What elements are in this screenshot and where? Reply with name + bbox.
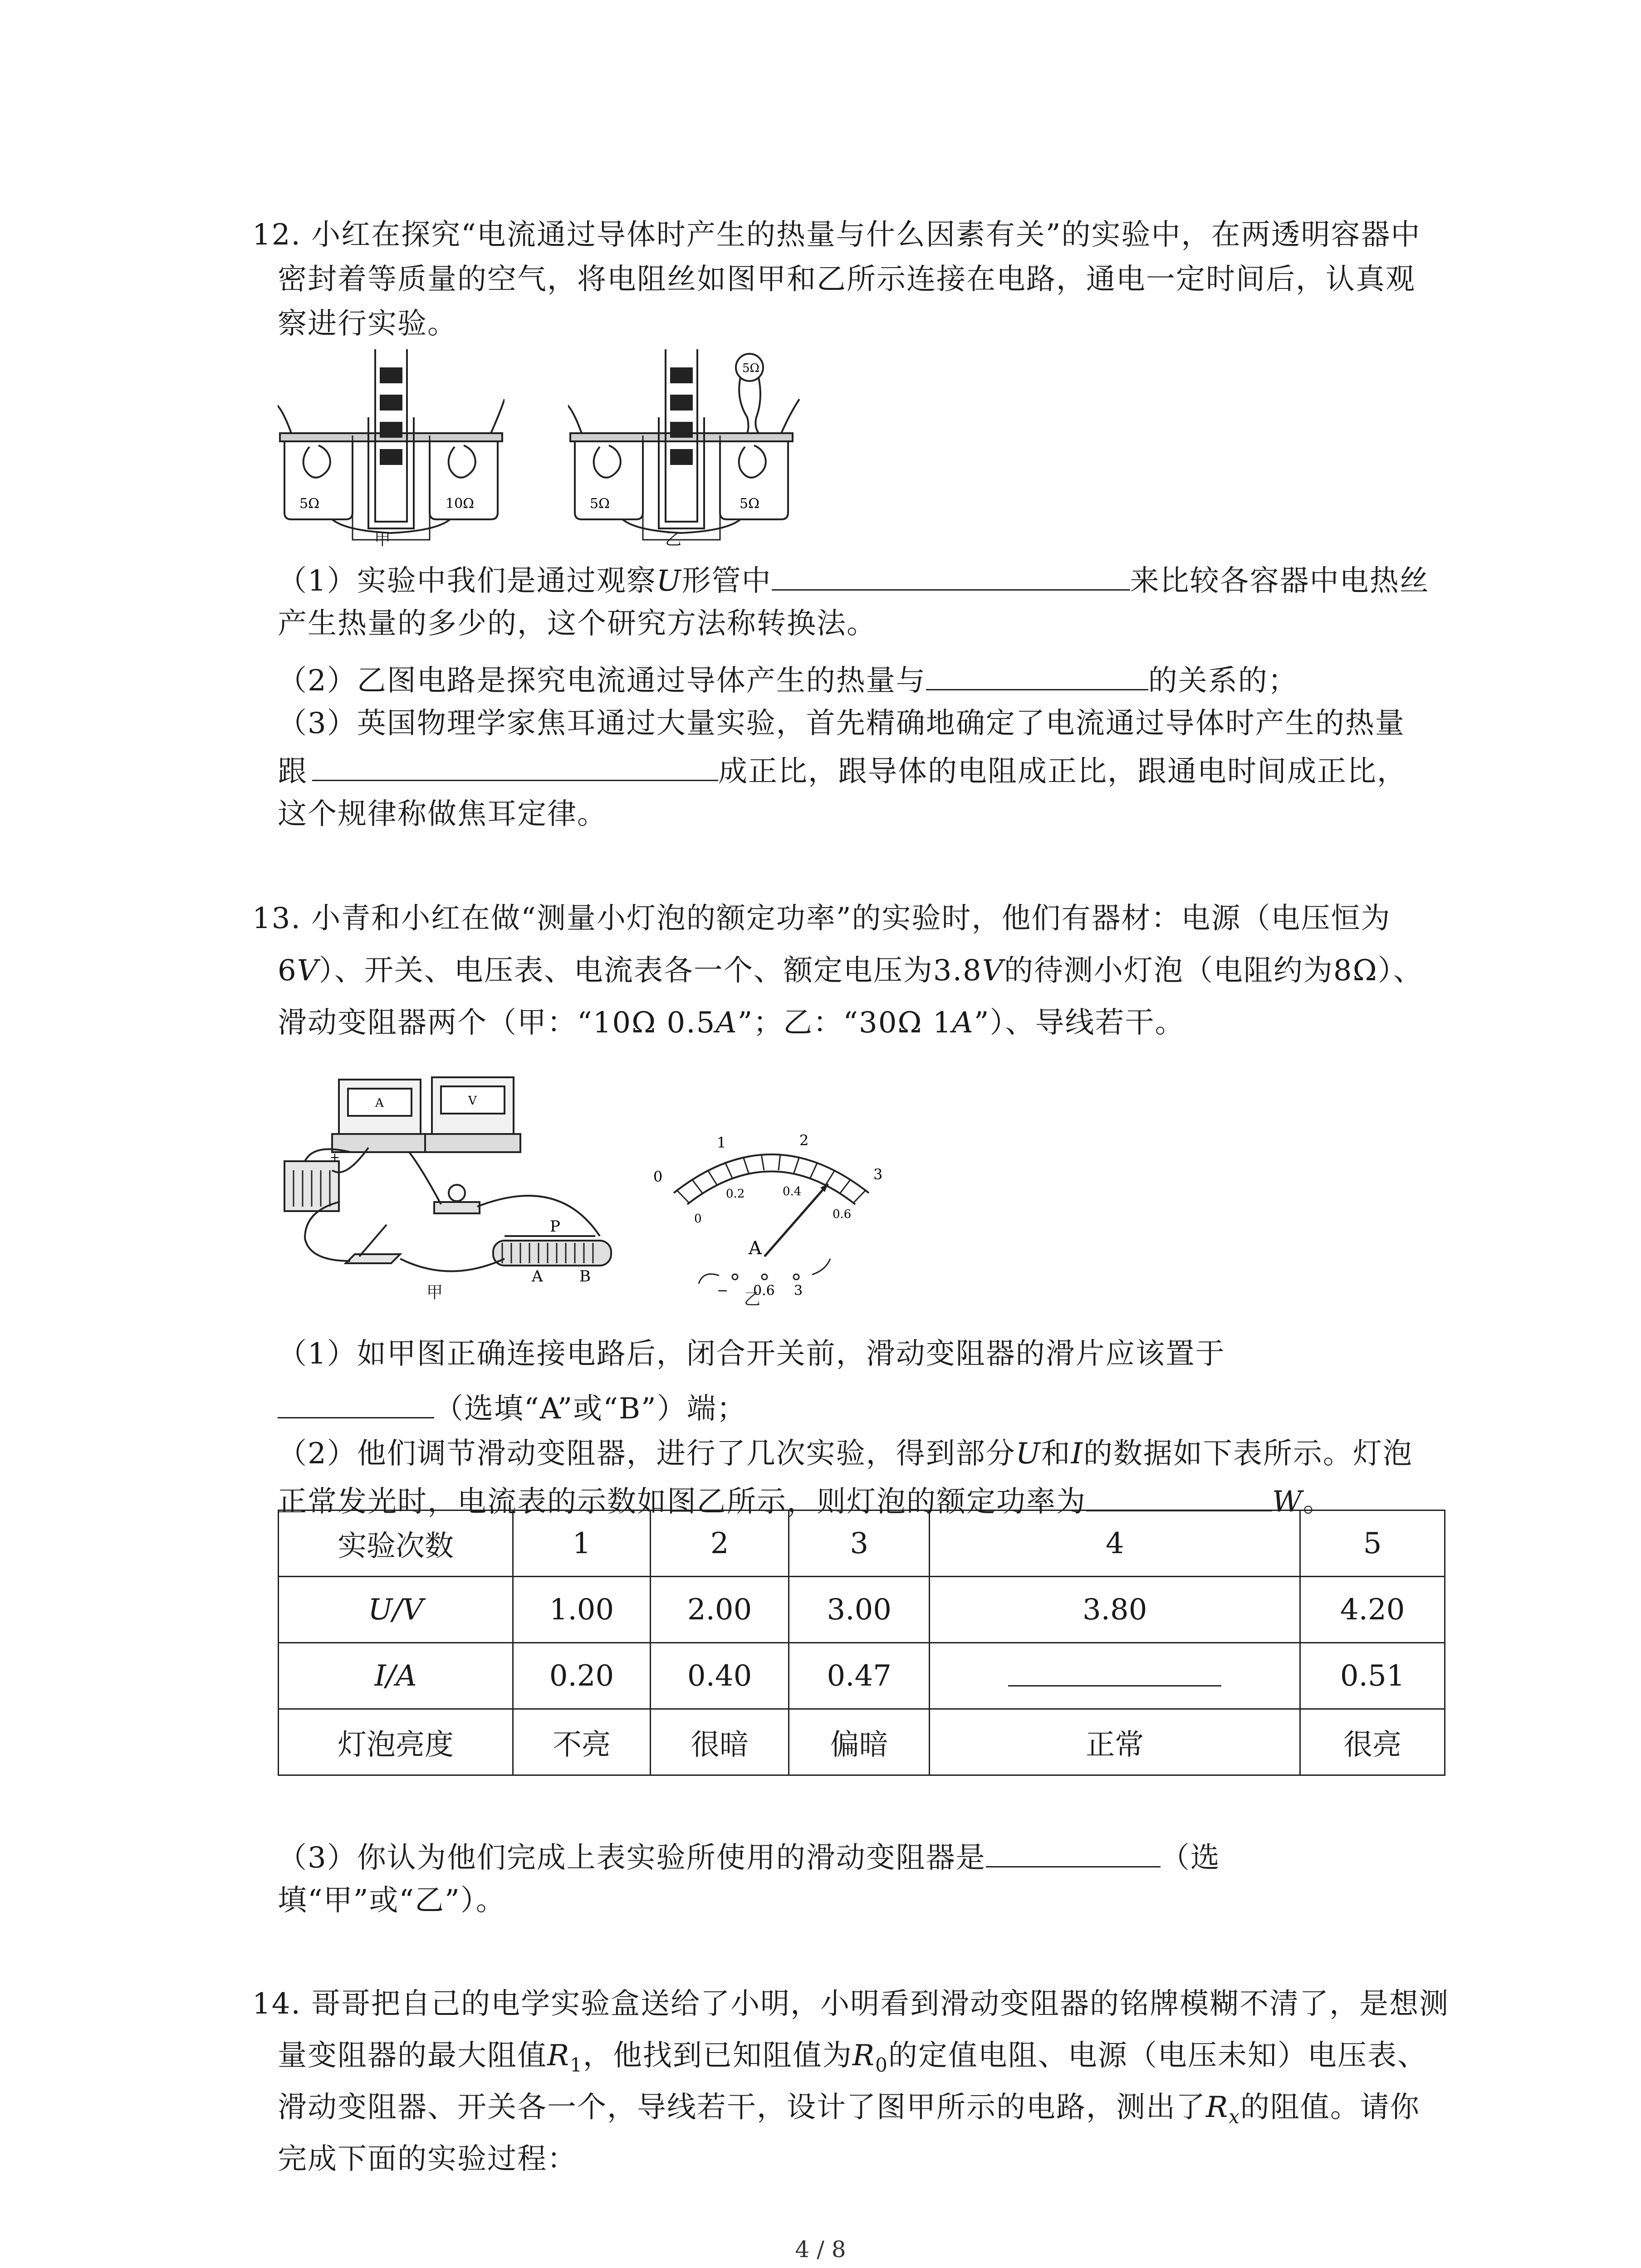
q12-intro-2: 密封着等质量的空气，将电阻丝如图甲和乙所示连接在电路，通电一定时间后，认真观 [278,263,1416,296]
q12-sub2 [278,655,1298,704]
q13-sub1-line2 [278,1383,747,1432]
q13-sub2-a: （2）他们调节滑动变阻器，进行了几次实验，得到部分 [278,1437,1016,1471]
table-header-cell: 5 [1300,1510,1445,1577]
q13-sub2-b: 的数据如下表所示。灯泡 [1083,1437,1413,1471]
table-cell: 正常 [930,1709,1300,1775]
table-cell: 0.40 [650,1643,789,1709]
q13-sub2-answer-blank[interactable] [1086,1476,1272,1511]
q12-intro-1: 小红在探究“电流通过导体时产生的热量与什么因素有关”的实验中，在两透明容器中 [311,218,1421,252]
table-header-cell: 4 [930,1510,1300,1577]
q13-voltmeter-label: V [468,1094,477,1108]
q13-sub3-a: （3）你认为他们完成上表实验所使用的滑动变阻器是 [278,1841,986,1875]
table-cell: 3.80 [930,1577,1300,1643]
q13-terminal-06: 0.6 [753,1283,775,1299]
q13-line-3 [278,1000,1185,1046]
table-cell: 很暗 [650,1709,789,1775]
q13-sub3-b: （选 [1160,1841,1220,1875]
q12-sub2-answer-blank[interactable] [926,655,1148,690]
q13-number: 13. [252,902,301,935]
q12-sub1-line2: 产生热量的多少的，这个研究方法称转换法。 [278,607,877,640]
q12-sub3-answer-blank[interactable] [312,746,718,781]
table-row [279,1577,1445,1643]
q13-slider-label: P [550,1217,560,1236]
q13-sub2-and: 和 [1041,1437,1071,1471]
q13-l2-d: V [982,954,1004,987]
table-header-cell: 3 [789,1510,930,1577]
table-cell-answer[interactable] [930,1643,1300,1709]
q14-l2-r0: R [852,2039,876,2072]
q13-sub2-end: 。 [1303,1485,1333,1519]
q13-inner-tick-2: 0.4 [783,1185,802,1198]
q14-l2-a: 量变阻器的最大阻值 [278,2039,547,2072]
q12-sub3-line3: 这个规律称做焦耳定律。 [278,797,607,831]
table-cell: 2.00 [650,1577,789,1643]
q13-figure-jia [278,1075,650,1288]
q13-terminal-minus: − [717,1283,729,1299]
q13-l2-b: V [297,954,319,987]
q13-current-answer-blank[interactable] [1008,1658,1221,1686]
q12-sub3-text-b: 成正比，跟导体的电阻成正比，跟通电时间成正比， [718,755,1407,788]
table-cell: 偏暗 [789,1709,930,1775]
q13-sub2-unit: W [1272,1485,1303,1519]
table-cell: 0.20 [513,1643,651,1709]
q13-figure-yi [644,1107,898,1302]
table-row [279,1643,1445,1709]
q13-outer-tick-1: 1 [717,1134,726,1151]
q12-yi-outer-resistor: 5Ω [742,362,760,375]
q13-jia-caption: 甲 [426,1283,444,1302]
table-cell: I/A [279,1643,513,1709]
q14-l2-b: ，他找到已知阻值为 [583,2039,852,2072]
q12-line-1 [252,212,1421,258]
q12-sub1-text-c: 来比较各容器中电热丝 [1130,564,1430,598]
q13-sub2-i: I [1071,1437,1083,1471]
q14-line-3 [278,2085,1420,2140]
q12-sub1-text-a: （1）实验中我们是通过观察 [278,564,656,598]
table-cell: 不亮 [513,1709,651,1775]
q13-terminal-b: B [579,1267,591,1286]
q13-sub3-answer-blank[interactable] [986,1833,1161,1867]
table-cell: 0.51 [1300,1643,1445,1709]
q13-sub3-line1 [278,1833,1220,1881]
q13-outer-tick-0: 0 [653,1168,663,1185]
q12-sub2-text-b: 的关系的； [1148,664,1298,698]
q12-jia-caption: 甲 [374,530,392,549]
q12-figure-yi [568,349,813,549]
q13-l3-a: 滑动变阻器两个（甲：“10Ω 0.5 [278,1006,716,1040]
q13-battery-plus: + [330,1151,340,1164]
table-cell: U/V [279,1577,513,1643]
q13-l2-c: ）、开关、电压表、电流表各一个、额定电压为3.8 [318,954,982,987]
q14-l2-sub1: 1 [570,2053,583,2076]
q13-outer-tick-3: 3 [873,1166,883,1183]
q12-sub1-u: U [656,564,682,598]
table-cell: 3.00 [789,1577,930,1643]
q14-line-2 [278,2033,1427,2088]
q14-l2-c: 的定值电阻、电源（电压未知）电压表、 [888,2039,1427,2072]
q13-l2-a: 6 [278,954,297,987]
q13-sub1-answer-blank[interactable] [278,1383,434,1418]
q12-sub1-answer-blank[interactable] [772,556,1130,591]
q12-jia-left-resistor: 5Ω [299,496,319,512]
q14-line-1 [252,1981,1449,2027]
q12-jia-right-resistor: 10Ω [446,496,475,512]
q13-sub2-line1 [278,1431,1413,1476]
table-header-cell: 1 [513,1510,651,1577]
q12-sub3-line2 [278,746,1407,794]
q13-l3-b: A [715,1006,738,1040]
q13-line-1 [252,896,1391,941]
q13-inner-tick-3: 0.6 [833,1207,852,1221]
table-header-cell: 实验次数 [279,1510,513,1577]
table-cell: 4.20 [1300,1577,1445,1643]
q12-intro-3: 察进行实验。 [278,307,457,341]
q14-l3-b: 的阻值。请你 [1240,2091,1420,2124]
q13-line-2 [278,948,1423,993]
q14-l2-sub0: 0 [875,2053,888,2076]
q13-l3-d: A [952,1006,974,1040]
q13-sub3-line2: 填“甲”或“乙”）。 [278,1884,506,1917]
q12-yi-right-resistor: 5Ω [740,496,759,512]
q13-yi-caption: 乙 [744,1290,762,1309]
q12-yi-left-resistor: 5Ω [590,496,610,512]
q13-sub1-text: （选填“A”或“B”）端； [434,1392,747,1426]
q14-l3-r: R [1206,2091,1229,2124]
q12-sub2-text-a: （2）乙图电路是探究电流通过导体产生的热量与 [278,664,926,698]
q13-sub1-line1: （1）如甲图正确连接电路后，闭合开关前，滑动变阻器的滑片应该置于 [278,1337,1225,1371]
q14-text-1: 哥哥把自己的电学实验盒送给了小明，小明看到滑动变阻器的铭牌模糊不清了，是想测 [311,1987,1450,2021]
q14-line-4: 完成下面的实验过程： [278,2142,577,2176]
q13-text-1: 小青和小红在做“测量小灯泡的额定功率”的实验时，他们有器材：电源（电压恒为 [311,902,1391,935]
q12-sub1-line1 [278,556,1430,604]
q13-dial-unit: A [749,1238,762,1259]
q12-sub3-line1: （3）英国物理学家焦耳通过大量实验，首先精确地确定了电流通过导体时产生的热量 [278,707,1405,740]
q12-number: 12. [252,218,301,252]
q13-outer-tick-2: 2 [799,1132,809,1149]
q14-number: 14. [252,1987,301,2021]
q14-l3-a: 滑动变阻器、开关各一个，导线若干，设计了图甲所示的电路，测出了 [278,2091,1206,2124]
q12-yi-caption: 乙 [665,530,683,549]
q14-l2-r1: R [547,2039,570,2072]
q12-sub1-text-b: 形管中 [681,564,772,598]
page-number: 4 / 8 [795,2236,846,2263]
table-cell: 灯泡亮度 [279,1709,513,1775]
table-cell: 1.00 [513,1577,651,1643]
q13-inner-tick-0: 0 [694,1212,702,1226]
q13-terminal-3: 3 [794,1283,803,1299]
q13-l3-c: ”；乙：“30Ω 1 [737,1006,952,1040]
q13-data-table [278,1510,1445,1776]
q13-inner-tick-1: 0.2 [726,1187,745,1201]
table-cell: 很亮 [1300,1709,1445,1775]
table-row [279,1709,1445,1775]
q13-l3-e: ”）、导线若干。 [974,1006,1185,1040]
q13-l2-e: 的待测小灯泡（电阻约为8Ω）、 [1004,954,1423,987]
q13-sub2-u: U [1015,1437,1041,1471]
table-cell: 0.47 [789,1643,930,1709]
q12-figure-jia [278,349,505,549]
table-header-cell: 2 [650,1510,789,1577]
q13-terminal-a: A [532,1267,543,1286]
table-header-row [279,1510,1445,1577]
q14-l3-sub: x [1229,2105,1240,2128]
q13-sub2-text: 正常发光时，电流表的示数如图乙所示，则灯泡的额定功率为 [278,1485,1086,1519]
q13-ammeter-label: A [375,1096,384,1110]
q12-sub3-text-a: 跟 [278,755,308,788]
